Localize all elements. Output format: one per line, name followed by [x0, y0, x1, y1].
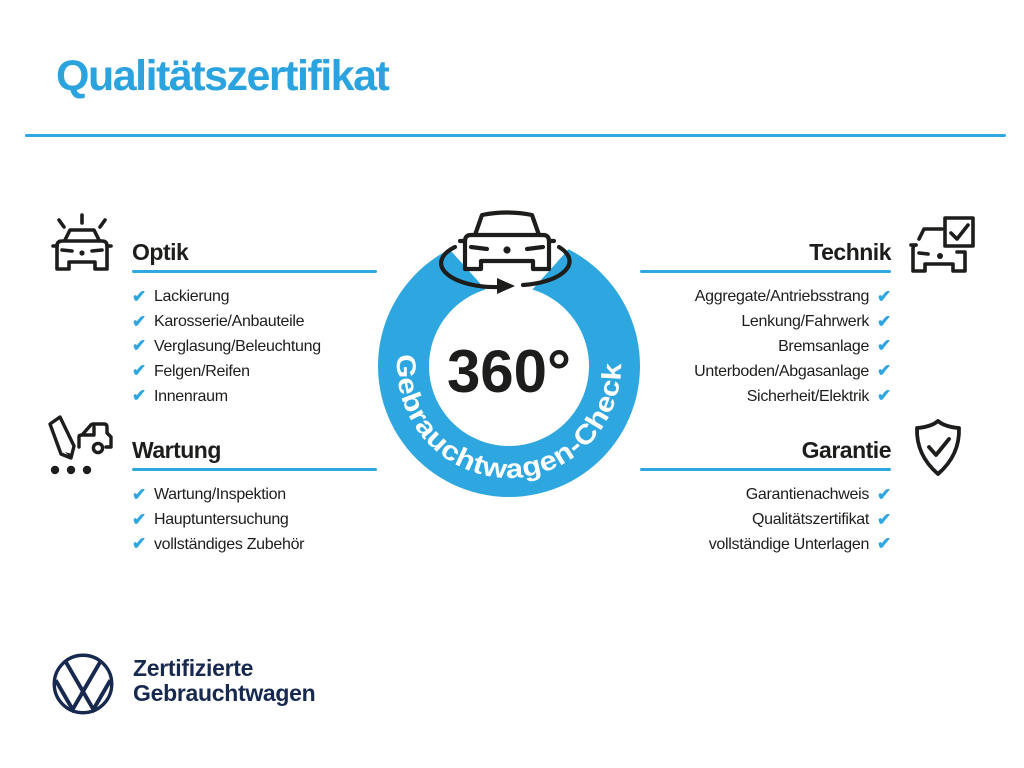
car-roof — [919, 229, 942, 239]
car-shine-icon — [45, 208, 119, 272]
brand-text — [133, 656, 315, 705]
technik-list — [694, 285, 891, 409]
car-windshield — [475, 213, 539, 236]
list-item: ✔ Wartung/Inspektion — [132, 484, 286, 504]
car-headlight — [62, 250, 72, 251]
checkbox-check — [951, 225, 968, 239]
check-icon: ✔ — [132, 286, 146, 306]
check-icon: ✔ — [877, 509, 891, 529]
check-icon: ✔ — [132, 311, 146, 331]
shine-ray — [100, 220, 105, 227]
section-heading-technik: Technik — [809, 239, 891, 265]
car-360-icon — [441, 213, 569, 295]
shield — [917, 421, 959, 474]
list-item: ✔ Hauptuntersuchung — [132, 509, 289, 529]
technik-underline — [640, 270, 891, 273]
section-heading-garantie: Garantie — [801, 437, 891, 463]
check-icon: ✔ — [132, 386, 146, 406]
check-icon: ✔ — [877, 361, 891, 381]
list-item: Bremsanlage ✔ — [778, 336, 891, 356]
360-check-badge — [365, 195, 655, 505]
check-icon: ✔ — [132, 336, 146, 356]
bullet-dot — [83, 466, 91, 474]
rotation-arrowhead — [497, 278, 515, 294]
checkbox — [945, 218, 973, 246]
shield-check-icon — [908, 417, 968, 479]
check-icon: ✔ — [877, 386, 891, 406]
car-headlight — [471, 247, 487, 249]
list-item: ✔ vollständiges Zubehör — [132, 534, 305, 554]
car-emblem-dot — [79, 250, 84, 255]
garantie-list — [709, 483, 891, 557]
degree-label: 360° — [446, 338, 572, 405]
check-icon: ✔ — [132, 509, 146, 529]
brand-line1: Zertifizierte — [133, 655, 254, 681]
check-icon: ✔ — [877, 484, 891, 504]
vw-logo-v — [66, 662, 100, 691]
wartung-underline — [132, 468, 377, 471]
car-checkbox-icon — [895, 205, 985, 285]
section-heading-optik: Optik — [132, 239, 189, 265]
header-divider — [25, 134, 1006, 137]
car-headlight — [919, 253, 928, 254]
car-emblem-dot — [937, 253, 943, 259]
list-item: Unterboden/Abgasanlage ✔ — [694, 361, 891, 381]
check-icon: ✔ — [132, 361, 146, 381]
list-item: ✔ Felgen/Reifen — [132, 361, 250, 381]
check-icon: ✔ — [877, 311, 891, 331]
car-emblem-dot — [503, 246, 510, 253]
list-item: Aggregate/Antriebsstrang ✔ — [694, 286, 891, 306]
check-icon: ✔ — [877, 336, 891, 356]
shield-check — [929, 439, 949, 455]
page-title: Qualitätszertifikat — [56, 52, 389, 100]
optik-list — [132, 285, 321, 409]
ring-label: Gebrauchtwagen-Check — [390, 354, 628, 485]
small-car-wheel — [93, 443, 102, 452]
garantie-underline — [640, 468, 891, 471]
section-heading-wartung: Wartung — [132, 437, 221, 463]
shine-ray — [59, 220, 64, 227]
vw-logo — [50, 651, 116, 717]
check-icon: ✔ — [132, 484, 146, 504]
wartung-list — [132, 483, 304, 557]
list-item: ✔ Karosserie/Anbauteile — [132, 311, 305, 331]
list-item: vollständige Unterlagen ✔ — [708, 534, 891, 554]
list-item: Sicherheit/Elektrik ✔ — [746, 386, 891, 406]
check-icon: ✔ — [132, 534, 146, 554]
list-item: Lenkung/Fahrwerk ✔ — [741, 311, 891, 331]
list-item: Qualitätszertifikat ✔ — [752, 509, 891, 529]
list-item: ✔ Verglasung/Beleuchtung — [132, 336, 321, 356]
list-item: ✔ Lackierung — [132, 286, 230, 306]
pencil — [50, 417, 74, 458]
check-icon: ✔ — [877, 286, 891, 306]
brand-line2: Gebrauchtwagen — [133, 679, 316, 706]
bullet-dot — [67, 466, 75, 474]
vw-logo-circle — [54, 655, 112, 713]
car-headlight — [92, 250, 102, 251]
car-windshield — [65, 230, 99, 240]
list-item: Garantienachweis ✔ — [745, 484, 891, 504]
optik-underline — [132, 270, 377, 273]
service-checklist-icon — [38, 408, 123, 483]
list-item: ✔ Innenraum — [132, 386, 228, 406]
check-icon: ✔ — [877, 534, 891, 554]
car-headlight — [527, 247, 543, 249]
bullet-dot — [51, 466, 59, 474]
